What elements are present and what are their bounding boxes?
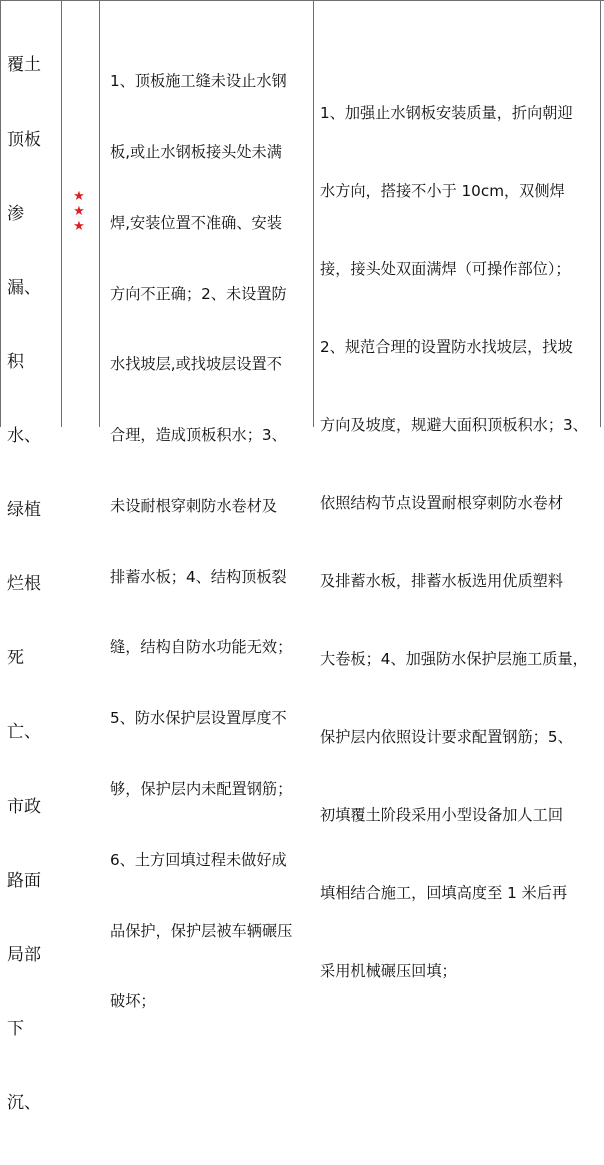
column-divider-1 bbox=[61, 0, 62, 427]
risk-line: 漏、 bbox=[7, 277, 41, 298]
risk-line: 顶板 bbox=[7, 129, 41, 150]
risk-line: 亡、 bbox=[7, 722, 41, 743]
cause-line: 合理，造成顶板积水；3、 bbox=[110, 426, 287, 445]
risk-line: 覆土 bbox=[7, 55, 41, 76]
measure-line: 方向及坡度，规避大面积顶板积水；3、 bbox=[320, 416, 588, 434]
cause-line: 排蓄水板；4、结构顶板裂 bbox=[110, 567, 287, 586]
cause-line: 6、土方回填过程未做好成 bbox=[110, 850, 287, 869]
cause-line: 破坏； bbox=[110, 992, 156, 1011]
measure-line: 2、规范合理的设置防水找坡层，找坡 bbox=[320, 338, 573, 356]
risk-line: 烂根 bbox=[7, 574, 41, 595]
measure-line: 保护层内依照设计要求配置钢筋；5、 bbox=[320, 728, 573, 746]
risk-line: 沉、 bbox=[7, 1092, 41, 1113]
star-icon: ★ bbox=[73, 204, 85, 219]
column-divider-2 bbox=[99, 0, 100, 427]
cause-line: 方向不正确；2、未设置防 bbox=[110, 284, 287, 303]
risk-line: 下 bbox=[7, 1018, 24, 1039]
star-icon: ★ bbox=[73, 219, 85, 234]
star-icon: ★ bbox=[73, 189, 85, 204]
risk-description-cell bbox=[7, 4, 59, 1165]
column-divider-3 bbox=[313, 0, 314, 427]
risk-rating-cell bbox=[67, 189, 91, 234]
cause-line: 未设耐根穿刺防水卷材及 bbox=[110, 496, 278, 515]
risk-line: 绿植 bbox=[7, 500, 41, 521]
cause-line: 5、防水保护层设置厚度不 bbox=[110, 709, 287, 728]
cause-line: 缝，结构自防水功能无效； bbox=[110, 638, 293, 657]
cause-line: 够，保护层内未配置钢筋； bbox=[110, 780, 293, 798]
measure-line: 采用机械碾压回填； bbox=[320, 962, 457, 980]
risk-line: 渗 bbox=[7, 203, 24, 224]
table-left-border bbox=[0, 0, 1, 427]
measure-line: 大卷板；4、加强防水保护层施工质量， bbox=[320, 650, 588, 668]
prevention-measures-cell bbox=[320, 48, 600, 1036]
cause-line: 水找坡层,或找坡层设置不 bbox=[110, 355, 282, 374]
cause-line: 焊,安装位置不准确、安装 bbox=[110, 213, 282, 232]
risk-line: 路面 bbox=[7, 870, 41, 891]
measure-line: 填相结合施工，回填高度至 1 米后再 bbox=[320, 884, 568, 902]
risk-line: 死 bbox=[7, 648, 24, 669]
cause-analysis-cell bbox=[110, 23, 310, 1061]
risk-line: 市政 bbox=[7, 796, 41, 817]
measure-line: 水方向，搭接不小于 10cm，双侧焊 bbox=[320, 182, 565, 200]
risk-line: 水、 bbox=[7, 425, 41, 446]
measure-line: 接，接头处双面满焊（可操作部位）； bbox=[320, 260, 571, 278]
risk-line: 局部 bbox=[7, 944, 41, 965]
measure-line: 1、加强止水钢板安装质量，折向朝迎 bbox=[320, 104, 573, 122]
table-right-border bbox=[600, 0, 601, 427]
measure-line: 及排蓄水板，排蓄水板选用优质塑料 bbox=[320, 572, 563, 590]
cause-line: 板,或止水钢板接头处未满 bbox=[110, 142, 282, 161]
measure-line: 初填覆土阶段采用小型设备加人工回 bbox=[320, 806, 563, 824]
cause-line: 品保护，保护层被车辆碾压 bbox=[110, 921, 293, 940]
risk-line: 积 bbox=[7, 351, 24, 372]
table-top-border bbox=[0, 0, 604, 1]
measure-line: 依照结构节点设置耐根穿刺防水卷材 bbox=[320, 494, 563, 512]
cause-line: 1、顶板施工缝未设止水钢 bbox=[110, 72, 287, 91]
